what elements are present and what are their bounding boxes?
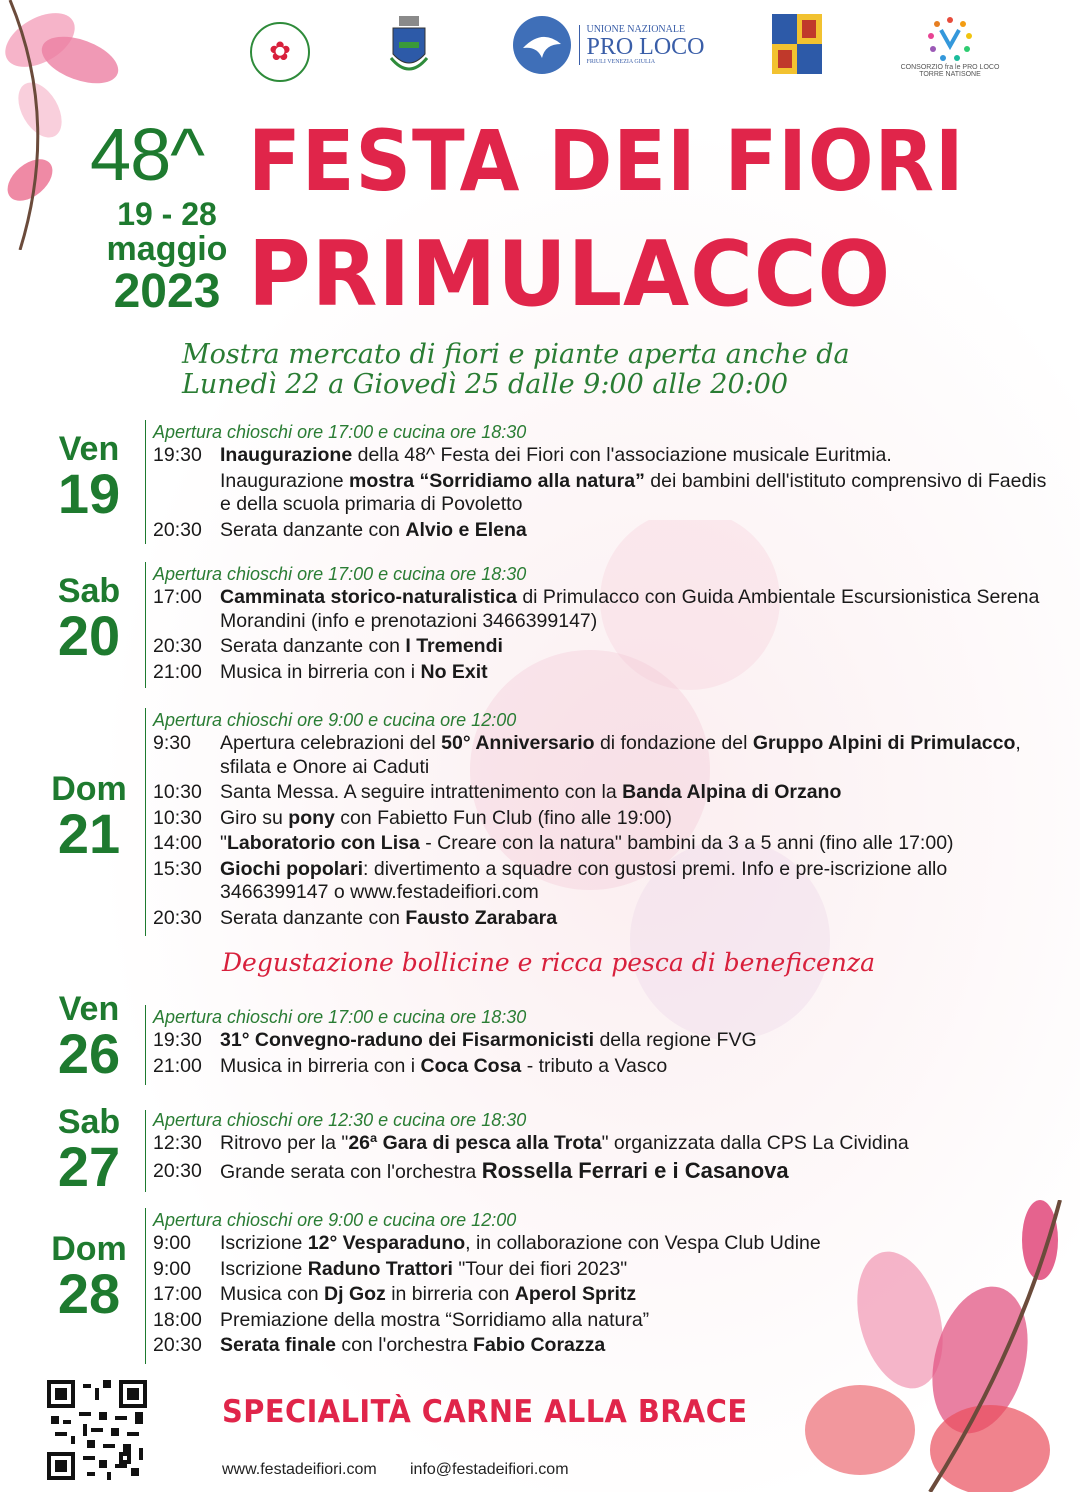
unpli-logo	[508, 14, 708, 76]
day-label-sab-27	[44, 1103, 134, 1198]
event-row	[153, 444, 1053, 468]
opening-hours: Apertura chioschi ore 17:00 e cucina ore 18:30	[153, 1007, 527, 1027]
subtitle-line1: Mostra mercato di fiori e piante aperta anche da	[182, 339, 850, 370]
footer-email-link[interactable]: info@festadeifiori.com	[410, 1461, 569, 1478]
event-desc: Camminata storico-naturalistica di Primulacco con Guida Ambientale Escursionistica Serena Morandini (info e prenotazioni 3466399147)	[220, 586, 1040, 632]
event-time: 15:30	[153, 857, 202, 880]
event-time: 9:00	[153, 1257, 191, 1280]
primulacco-coat-of-arms	[385, 12, 433, 82]
schedule-dom-21	[153, 708, 1053, 932]
event-row	[153, 807, 1053, 831]
opening-hours: Apertura chioschi ore 17:00 e cucina ore 18:30	[153, 422, 527, 442]
unpli-line1: UNIONE NAZIONALE	[586, 24, 686, 35]
event-row	[153, 1258, 1053, 1282]
divider	[145, 420, 146, 544]
event-time: 9:00	[153, 1232, 191, 1254]
event-row	[153, 732, 1053, 779]
event-row	[153, 1232, 1053, 1256]
consorzio-logo	[895, 6, 1005, 86]
opening-hours: Apertura chioschi ore 12:30 e cucina ore 18:30	[153, 1110, 527, 1130]
flag-logo	[772, 14, 822, 74]
event-desc: Iscrizione 12° Vesparaduno, in collaborazione con Vespa Club Udine	[220, 1232, 821, 1254]
day-label-sab-20	[44, 572, 134, 667]
schedule-sab-20	[153, 562, 1053, 686]
event-desc: Serata danzante con Alvio e Elena	[220, 518, 527, 541]
day-number: 27	[57, 1135, 121, 1198]
eagle-icon	[511, 14, 573, 76]
divider	[145, 562, 146, 688]
day-label-dom-28	[44, 1230, 134, 1325]
event-time: 20:30	[153, 1159, 202, 1182]
opening-hours: Apertura chioschi ore 17:00 e cucina ore 18:30	[153, 564, 527, 584]
event-row	[153, 832, 1053, 856]
title-primulacco: PRIMULACCO	[248, 222, 892, 327]
dates-year: 2023	[113, 265, 221, 318]
event-desc: Santa Messa. A seguire intrattenimento con la Banda Alpina di Orzano	[220, 781, 842, 803]
unpli-line3: FRIULI VENEZIA GIULIA	[586, 59, 656, 65]
day-label-ven-19	[44, 430, 134, 525]
day-name: Dom	[51, 770, 127, 808]
event-row	[153, 586, 1053, 633]
title-festa-dei-fiori: FESTA DEI FIORI	[248, 112, 965, 210]
event-time: 17:00	[153, 1283, 202, 1305]
day-name: Dom	[51, 1230, 127, 1268]
proloco-primulacco-logo	[248, 20, 312, 84]
dates-month: maggio	[106, 230, 228, 268]
event-time: 10:30	[153, 781, 202, 803]
event-desc: Apertura celebrazioni del 50° Anniversario di fondazione del Gruppo Alpini di Primulacco, sfilata e Onore ai Caduti	[220, 732, 1021, 778]
event-row	[153, 519, 1053, 543]
footer-website-link[interactable]: www.festadeifiori.com	[222, 1461, 377, 1478]
day-number: 28	[57, 1262, 121, 1325]
unpli-line2: PRO LOCO	[586, 34, 705, 60]
shield-icon	[772, 14, 822, 74]
event-time: 21:00	[153, 660, 202, 683]
event-desc: 31° Convegno-raduno dei Fisarmonicisti della regione FVG	[220, 1029, 757, 1051]
dates-range: 19 - 28	[117, 196, 217, 232]
event-row	[153, 1029, 1053, 1053]
event-desc: Ritrovo per la "26ª Gara di pesca alla Trota" organizzata dalla CPS La Cividina	[220, 1132, 909, 1154]
flower-icon: ✿	[250, 22, 310, 82]
degustazione-banner: Degustazione bollicine e ricca pesca di beneficenza	[222, 948, 875, 977]
subtitle-line2: Lunedì 22 a Giovedì 25 dalle 9:00 alle 20:00	[182, 369, 789, 400]
edition-number: 48^	[90, 113, 205, 196]
day-number: 20	[57, 604, 121, 667]
day-number: 21	[57, 802, 121, 865]
schedule-dom-28	[153, 1208, 1053, 1360]
event-row	[153, 1283, 1053, 1307]
event-time: 12:30	[153, 1132, 202, 1154]
event-row	[153, 661, 1053, 685]
subtitle	[182, 340, 850, 400]
event-desc: Serata finale con l'orchestra Fabio Corazza	[220, 1334, 606, 1356]
day-number: 19	[57, 462, 121, 525]
day-name: Ven	[58, 990, 120, 1028]
event-time: 21:00	[153, 1054, 202, 1077]
event-desc: Serata danzante con I Tremendi	[220, 635, 503, 657]
day-label-ven-26	[44, 990, 134, 1085]
event-time	[153, 470, 220, 517]
opening-hours: Apertura chioschi ore 9:00 e cucina ore 12:00	[153, 1210, 517, 1230]
consorzio-label: CONSORZIO fra le PRO LOCO TORRE NATISONE	[900, 64, 1000, 78]
event-row	[153, 907, 1053, 931]
day-name: Sab	[57, 572, 121, 610]
day-name: Sab	[57, 1103, 121, 1141]
schedule-ven-26	[153, 1005, 1053, 1080]
event-time: 19:30	[153, 1029, 202, 1051]
dots-ring-icon	[925, 14, 975, 64]
event-row	[153, 858, 1053, 905]
festival-dates	[92, 198, 242, 316]
event-time: 20:30	[153, 906, 202, 929]
event-desc: Musica in birreria con i Coca Cosa - tributo a Vasco	[220, 1054, 668, 1077]
specialita-banner: SPECIALITÀ CARNE ALLA BRACE	[222, 1394, 748, 1430]
event-desc: Musica con Dj Goz in birreria con Aperol Spritz	[220, 1283, 637, 1305]
event-desc: Iscrizione Raduno Trattori "Tour dei fiori 2023"	[220, 1257, 628, 1280]
divider	[145, 1110, 146, 1192]
qr-code[interactable]	[47, 1380, 147, 1480]
event-desc: Premiazione della mostra “Sorridiamo alla natura”	[220, 1308, 650, 1331]
schedule-sab-27	[153, 1108, 1053, 1187]
event-row	[153, 1055, 1053, 1079]
event-desc: Giro su pony con Fabietto Fun Club (fino alle 19:00)	[220, 806, 672, 829]
day-number: 26	[57, 1022, 121, 1085]
event-row	[153, 1334, 1053, 1358]
event-time: 20:30	[153, 1334, 202, 1356]
event-time: 18:00	[153, 1308, 202, 1331]
event-row	[153, 470, 1053, 517]
event-time: 20:30	[153, 635, 202, 657]
schedule-ven-19	[153, 420, 1053, 544]
day-label-dom-21	[44, 770, 134, 865]
divider	[145, 1208, 146, 1364]
event-row	[153, 635, 1053, 659]
event-desc: "Laboratorio con Lisa - Creare con la natura" bambini da 3 a 5 anni (fino alle 17:00)	[220, 832, 954, 854]
event-row	[153, 781, 1053, 805]
event-time: 14:00	[153, 832, 202, 854]
event-row	[153, 1309, 1053, 1333]
event-desc: Giochi popolari: divertimento a squadre con gustosi premi. Info e pre-iscrizione allo 3466399147 o www.festadeifiori.com	[220, 857, 948, 903]
event-row	[153, 1158, 1053, 1185]
event-time: 20:30	[153, 518, 202, 541]
divider	[145, 1005, 146, 1085]
event-desc: Serata danzante con Fausto Zarabara	[220, 906, 558, 929]
day-name: Ven	[58, 430, 120, 468]
event-desc: Musica in birreria con i No Exit	[220, 660, 488, 683]
event-time: 17:00	[153, 586, 202, 608]
divider	[145, 708, 146, 936]
event-desc: Inaugurazione mostra “Sorridiamo alla natura” dei bambini dell'istituto comprensivo di Faedis e della scuola primaria di Povoletto	[220, 469, 1047, 515]
event-time: 9:30	[153, 732, 191, 754]
event-row	[153, 1132, 1053, 1156]
event-desc: Inaugurazione della 48^ Festa dei Fiori con l'associazione musicale Euritmia.	[220, 444, 892, 466]
opening-hours: Apertura chioschi ore 9:00 e cucina ore 12:00	[153, 710, 517, 730]
event-desc: Grande serata con l'orchestra Rossella Ferrari e i Casanova	[220, 1157, 789, 1183]
event-time: 19:30	[153, 444, 202, 466]
event-time: 10:30	[153, 806, 202, 829]
coat-of-arms-icon	[387, 14, 431, 80]
